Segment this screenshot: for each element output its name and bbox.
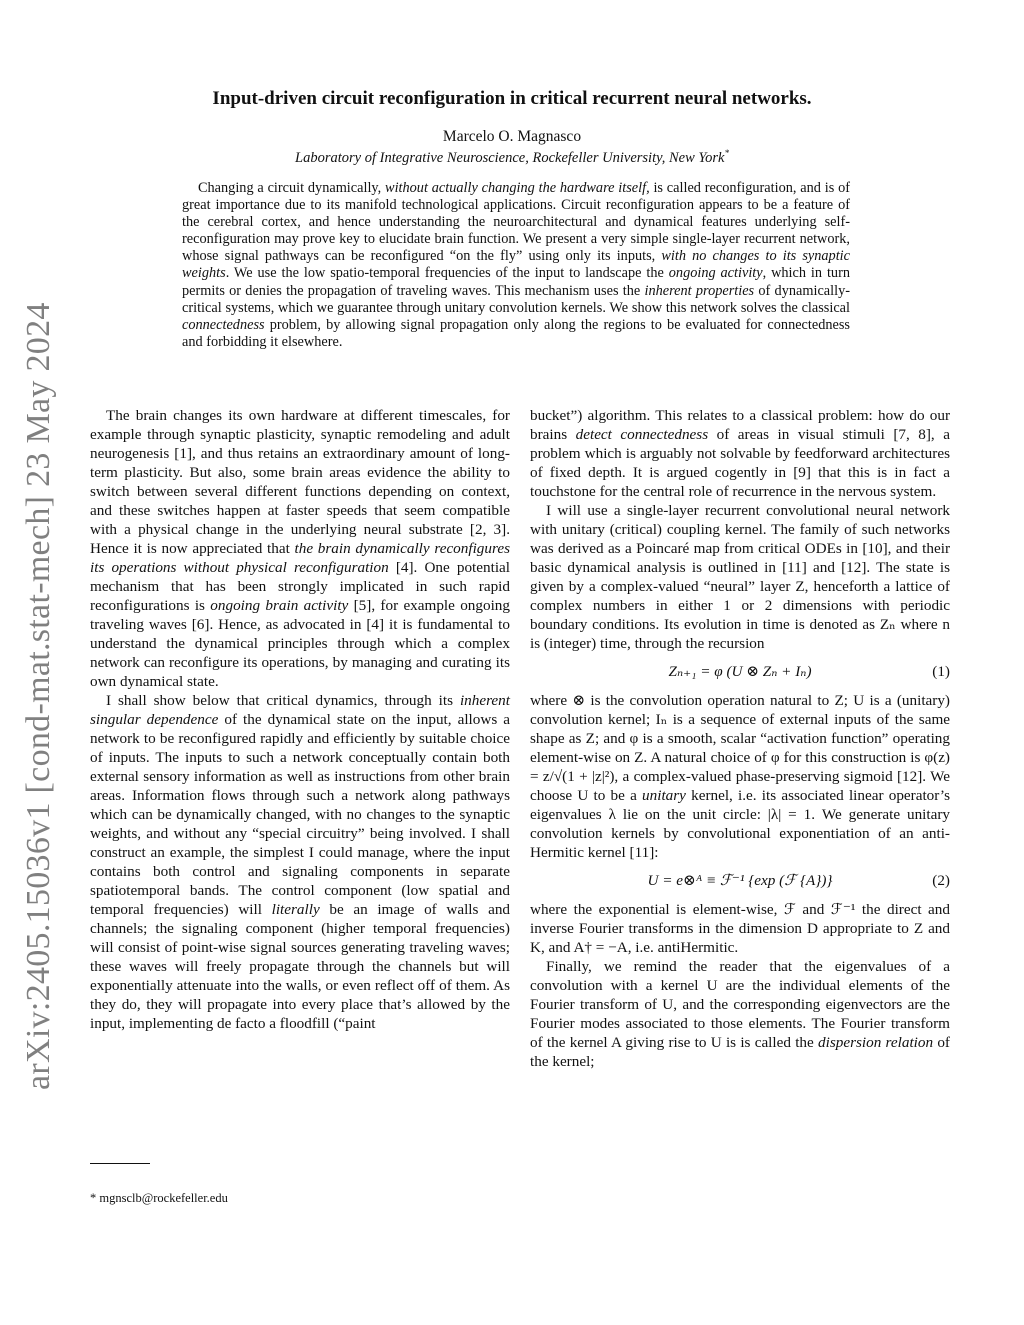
abstract-emphasis: inherent properties xyxy=(644,282,755,299)
footnote-email: * mgnsclb@rockefeller.edu xyxy=(90,1191,228,1205)
footnote-rule xyxy=(90,1163,150,1164)
abstract-emphasis: ongoing activity xyxy=(668,265,763,282)
abstract-text: is called reconfiguration, and is of great importance due to its manifold technological applications. Circuit reconfiguration appears to be a feature of the cerebral cortex, and hence understanding the neuroarchitectural and dynamical features underlying self-reconfiguration may prove key to elucidate brain function. We present a very simple single-layer recurrent network, whose signal pathways can be reconfigured “on the fly” using only its inputs, xyxy=(182,180,850,265)
text-run: of the kernel; xyxy=(530,1034,950,1070)
affiliation xyxy=(0,148,1024,167)
paragraph xyxy=(530,406,950,501)
text-run: I shall show below that critical dynamics, through its xyxy=(106,692,460,709)
abstract-text: . We use the low spatio-temporal frequencies of the input to landscape the xyxy=(225,265,669,282)
equation-expression: U = e⊗ᴬ ≡ ℱ⁻¹ {exp (ℱ {A})} xyxy=(647,872,833,889)
paragraph: where the exponential is element-wise, ℱ and ℱ⁻¹ the direct and inverse Fourier transforms in the dimension D appropriate to Z and K, and A† = −A, i.e. antiHermitic. xyxy=(530,901,950,956)
text-run: [4]. One potential mechanism that has been strongly implicated in such rapid reconfigurations is xyxy=(90,559,510,614)
text-emphasis: ongoing brain activity xyxy=(210,597,349,614)
equation-1 xyxy=(530,653,950,691)
abstract-emphasis: connectedness xyxy=(182,316,265,333)
paragraph xyxy=(530,691,950,862)
text-emphasis: dispersion relation xyxy=(818,1034,934,1051)
abstract-text: of dynamically-critical systems, which we guarantee through unitary convolution kernels. We show this network solves the classical xyxy=(182,282,850,316)
abstract-emphasis: without actually changing the hardware itself, xyxy=(385,180,650,196)
text-emphasis: unitary xyxy=(642,787,686,804)
paragraph xyxy=(90,691,510,1033)
left-column xyxy=(90,406,510,1033)
affiliation-mark: * xyxy=(724,148,729,158)
arxiv-identifier: arXiv:2405.15036v1 [cond-mat.stat-mech] 23 May 2024 xyxy=(20,302,57,1090)
paragraph xyxy=(90,406,510,691)
text-run: kernel, i.e. its associated linear operator’s eigenvalues λ lie on the unit circle: |λ| = 1. We generate unitary convolution kernels by convolutional exponentiation of an anti-Hermitic kernel [11]: xyxy=(530,787,951,861)
equation-number: (2) xyxy=(932,872,950,889)
text-emphasis: inherent singular dependence xyxy=(90,692,510,728)
text-emphasis: detect connectedness xyxy=(575,426,709,443)
abstract-text: problem, by allowing signal propagation only along the regions to be evaluated for connectedness and forbidding it elsewhere. xyxy=(182,316,850,350)
text-run: The brain changes its own hardware at different timescales, for example through synaptic plasticity, synaptic remodeling and adult neurogenesis [1], and thus retains an extraordinary amount of long-term plasticity. But also, some brain areas evidence the ability to switch between several different functions depending on context, and these switches happen at faster speeds that seem compatible with a physical change in the underlying neural substrate [2, 3]. Hence it is now appreciated that xyxy=(90,407,510,557)
abstract xyxy=(182,180,850,351)
equation-number: (1) xyxy=(932,663,950,680)
text-run: Finally, we remind the reader that the eigenvalues of a convolution with a kernel U are the individual elements of the Fourier transform of U, and the corresponding eigenvectors are the Fourier modes associated to those elements. The Fourier transform of the kernel A giving rise to U is is called the xyxy=(530,958,950,1051)
right-column xyxy=(530,406,950,1071)
text-run: [5], for example ongoing traveling waves [6]. Hence, as advocated in [4] it is fundamental to understand the dynamical principles through which a complex network can reconfigure its operations, by managing and curating its own dynamical state. xyxy=(90,597,510,690)
affiliation-text: Laboratory of Integrative Neuroscience, Rockefeller University, New York xyxy=(295,149,725,166)
author-name: Marcelo O. Magnasco xyxy=(442,128,582,145)
text-run: of the dynamical state on the input, allows a network to be reconfigured rapidly and efficiently by suitable choice of inputs. The inputs to such a network conceptually contain both external sensory information as well as instructions from other brain areas. Information flows through such a network along pathways which can be dynamically changed, with no changes to the synaptic weights, and without any “special circuitry” being involved. I shall construct an example, the simplest I could manage, where the input contains both control and signaling components in separate spatiotemporal bands. The control component (low spatial and temporal frequencies) will xyxy=(90,711,511,918)
text-run: of areas in visual stimuli [7, 8], a problem which is arguably not solvable by feedforward architectures of fixed depth. It is argued cogently in [9] that this is in fact a touchstone for the central role of recurrence in the nervous system. xyxy=(530,426,950,500)
text-emphasis: the brain dynamically reconfigures its operations without physical reconfiguration xyxy=(90,540,510,576)
paragraph xyxy=(530,957,950,1071)
text-run: where ⊗ is the convolution operation natural to Z; U is a (unitary) convolution kernel; Iₙ is a sequence of external inputs of the same shape as Z; and φ is a smooth, scalar “activation function” operating element-wise on Z. A natural choice of φ for this construction is φ(z) = z/√(1 + |z|²), a complex-valued phase-preserving sigmoid [12]. We choose U to be a xyxy=(530,692,950,804)
text-run: bucket”) algorithm. This relates to a classical problem: how do our brains xyxy=(530,407,950,443)
abstract-text: , which in turn permits or denies the propagation of traveling waves. This mechanism uses the xyxy=(182,265,850,299)
abstract-text: Changing a circuit dynamically, xyxy=(198,180,386,196)
paper-title: Input-driven circuit reconfiguration in critical recurrent neural networks. xyxy=(212,88,812,109)
text-emphasis: literally xyxy=(271,901,320,918)
equation-expression: Zₙ₊₁ = φ (U ⊗ Zₙ + Iₙ) xyxy=(668,663,812,680)
text-run: be an image of walls and channels; the signaling component (higher temporal frequencies) will consist of point-wise signal sources generating traveling waves; these waves will freely propagate through the channels but will exponentially attenuate into the walls, or even reflect off of them. As they do, they will propagate into every place that’s allowed by the input, implementing de facto a floodfill (“paint xyxy=(90,901,511,1032)
equation-2 xyxy=(530,862,950,900)
paragraph: I will use a single-layer recurrent convolutional neural network with unitary (critical) coupling kernel. The family of such networks was derived as a Poincaré map from critical ODEs in [10], and their basic dynamical analysis is outlined in [11] and [12]. The state is given by a complex-valued “neural” layer Z, henceforth a lattice of complex numbers in either 1 or 2 dimensions with periodic boundary conditions. Its evolution in time is denoted as Zₙ where n is (integer) time, through the recursion xyxy=(530,502,950,652)
abstract-emphasis: with no changes to its synaptic weights xyxy=(182,248,850,282)
